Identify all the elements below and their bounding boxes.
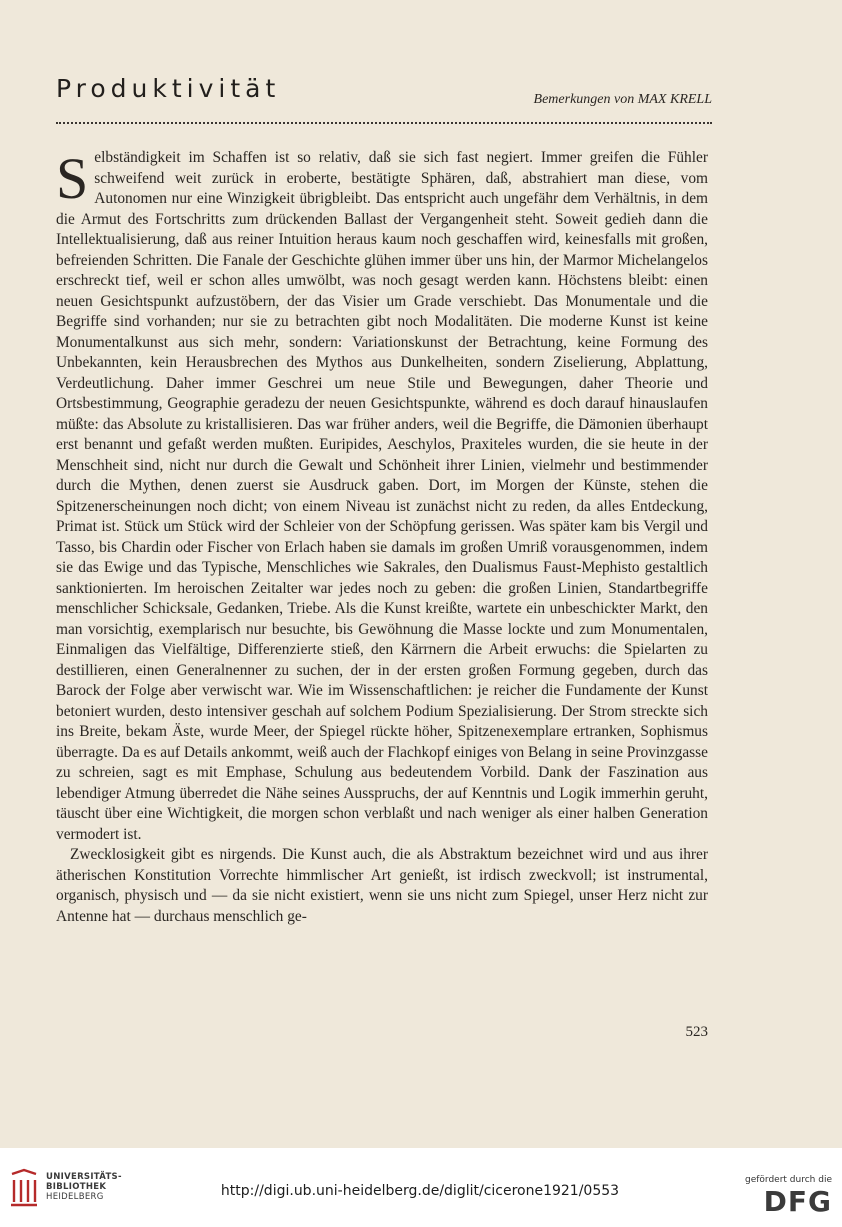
article-title: Produktivität [56, 74, 281, 103]
page-number: 523 [685, 1024, 708, 1040]
dfg-logo[interactable]: DFG [763, 1185, 832, 1218]
article-body [56, 148, 708, 927]
article-byline: Bemerkungen von MAX KRELL [533, 92, 712, 107]
institution-line-3: HEIDELBERG [46, 1192, 104, 1202]
institution-name[interactable] [46, 1172, 122, 1202]
paragraph-1-text: elbständigkeit im Schaffen ist so relativ, daß sie sich fast negiert. Immer greifen die Fühler schweifend weit zurück in eroberte, bestätigte Sphären, daß, abstrahiert man diese, vom Autonomen nur eine Winzigkeit übrigbleibt. Das entspricht auch ungefähr dem Verhältnis, in dem die Armut des Fortschritts zum drückenden Ballast der Vergangenheit steht. Soweit gedieh dann die Intellektualisierung, daß aus reiner Intuition heraus kaum noch geschaffen wird, keinesfalls mit großen, befreienden Schritten. Die Fanale der Geschichte glühen immer über uns hin, der Marmor Michelangelos erschreckt tief, weil er schon alles umwölbt, was noch gesagt werden kann. Höchstens bleibt: einen neuen Gesichtspunkt aufzustöbern, der das Visier um Grade verschiebt. Das Monumentale und die Begriffe sind vorhanden; nur sie zu betrachten gibt noch Modalitäten. Die moderne Kunst ist keine Monumentalkunst aus sich mehr, sondern: Variationskunst der Betrachtung, keine Formung des Unbekannten, kein Herausbrechen des Mythos aus Dunkelheiten, sondern Ziselierung, Abplattung, Verdeutlichung. Daher immer Geschrei um neue Stile und Bewegungen, daher Theorie und Ortsbestimmung, Geographie geradezu der neuen Gesichtspunkte, während es doch darauf hinauslaufen müßte: das Absolute zu kristallisieren. Das war früher anders, weil die Begriffe, die Dämonien überhaupt erst benannt und gefaßt werden mußten. Euripides, Aeschylos, Praxiteles wurden, die sie heute in der Menschheit sind, nicht nur durch die Gewalt und Schönheit ihrer Linien, vielmehr und bestimmender durch die Mythen, denen zuerst sie Ausdruck gaben. Dort, im Morgen der Künste, stehen die Spitzenerscheinungen noch dicht; von einem Niveau ist zunächst nicht zu reden, da alles Entdeckung, Primat ist. Stück um Stück wird der Schleier von der Schöpfung gerissen. Was später kam bis Vergil und Tasso, bis Chardin oder Fischer von Erlach haben sie damals im großen Umriß vorausgenommen, indem sie das Ewige und das Typische, Menschliches wie Sakrales, den Dualismus Faust-Mephisto gestaltlich sanktionierten. Im heroischen Zeitalter war jedes noch zu geben: die großen Linien, Standartbegriffe menschlicher Schicksale, Gedanken, Triebe. Als die Kunst kreißte, wartete ein unbeschickter Markt, den man vorsichtig, exemplarisch nur besuchte, bis Gewöhnung die Masse lockte und zum Monumentalen, Einmaligen das Vielfältige, Differenzierte stieß, den Kärrnern die Arbeit erwuchs: die Spielarten zu destillieren, einen Generalnenner zu suchen, der in der ersten großen Formung gegeben, durch das Barock der Folge aber verwischt war. Wie im Wissenschaftlichen: je reicher die Fundamente der Kunst betoniert wurden, desto intensiver geschah auf solchem Podium Spezialisierung. Der Strom streckte sich ins Breite, bekam Äste, wurde Meer, der Spiegel rückte höher, Spitzenexemplare ertranken, Sophismus überragte. Da es auf Details ankommt, weiß auch der Flachkopf einiges von Belang in seine Provinzgasse zu schreien, sagt es mit Emphase, Schulung aus bedeutendem Vorbild. Dank der Faszination aus lebendiger Atmung überredet die Nähe seines Ausspruchs, der auf Kenntnis und Logik immerhin geruht, täuscht über eine Wichtigkeit, die morgen schon verblaßt und nach weniger als einer halben Generation vermodert ist. [56, 149, 708, 843]
institution-line-1: UNIVERSITÄTS- [46, 1172, 122, 1182]
source-url-link[interactable]: http://digi.ub.uni-heidelberg.de/diglit/cicerone1921/0553 [220, 1183, 620, 1199]
header-dotted-rule [56, 122, 712, 124]
drop-cap: S [56, 146, 89, 211]
university-library-logo-icon[interactable] [8, 1168, 40, 1208]
paragraph-2: Zwecklosigkeit gibt es nirgends. Die Kunst auch, die als Abstraktum bezeichnet wird und aus ihrer ätherischen Konstitution Vorrechte himmlischer Art genießt, ist irdisch zweckvoll; ist instrumental, organisch, physisch und — da sie nicht existiert, wenn sie uns nicht zum Spiegel, unser Herz nicht zur Antenne hat — durchaus menschlich ge- [56, 846, 708, 925]
funded-by-label: gefördert durch die [745, 1175, 832, 1185]
paragraph-1 [56, 148, 708, 845]
institution-line-2: BIBLIOTHEK [46, 1182, 107, 1192]
